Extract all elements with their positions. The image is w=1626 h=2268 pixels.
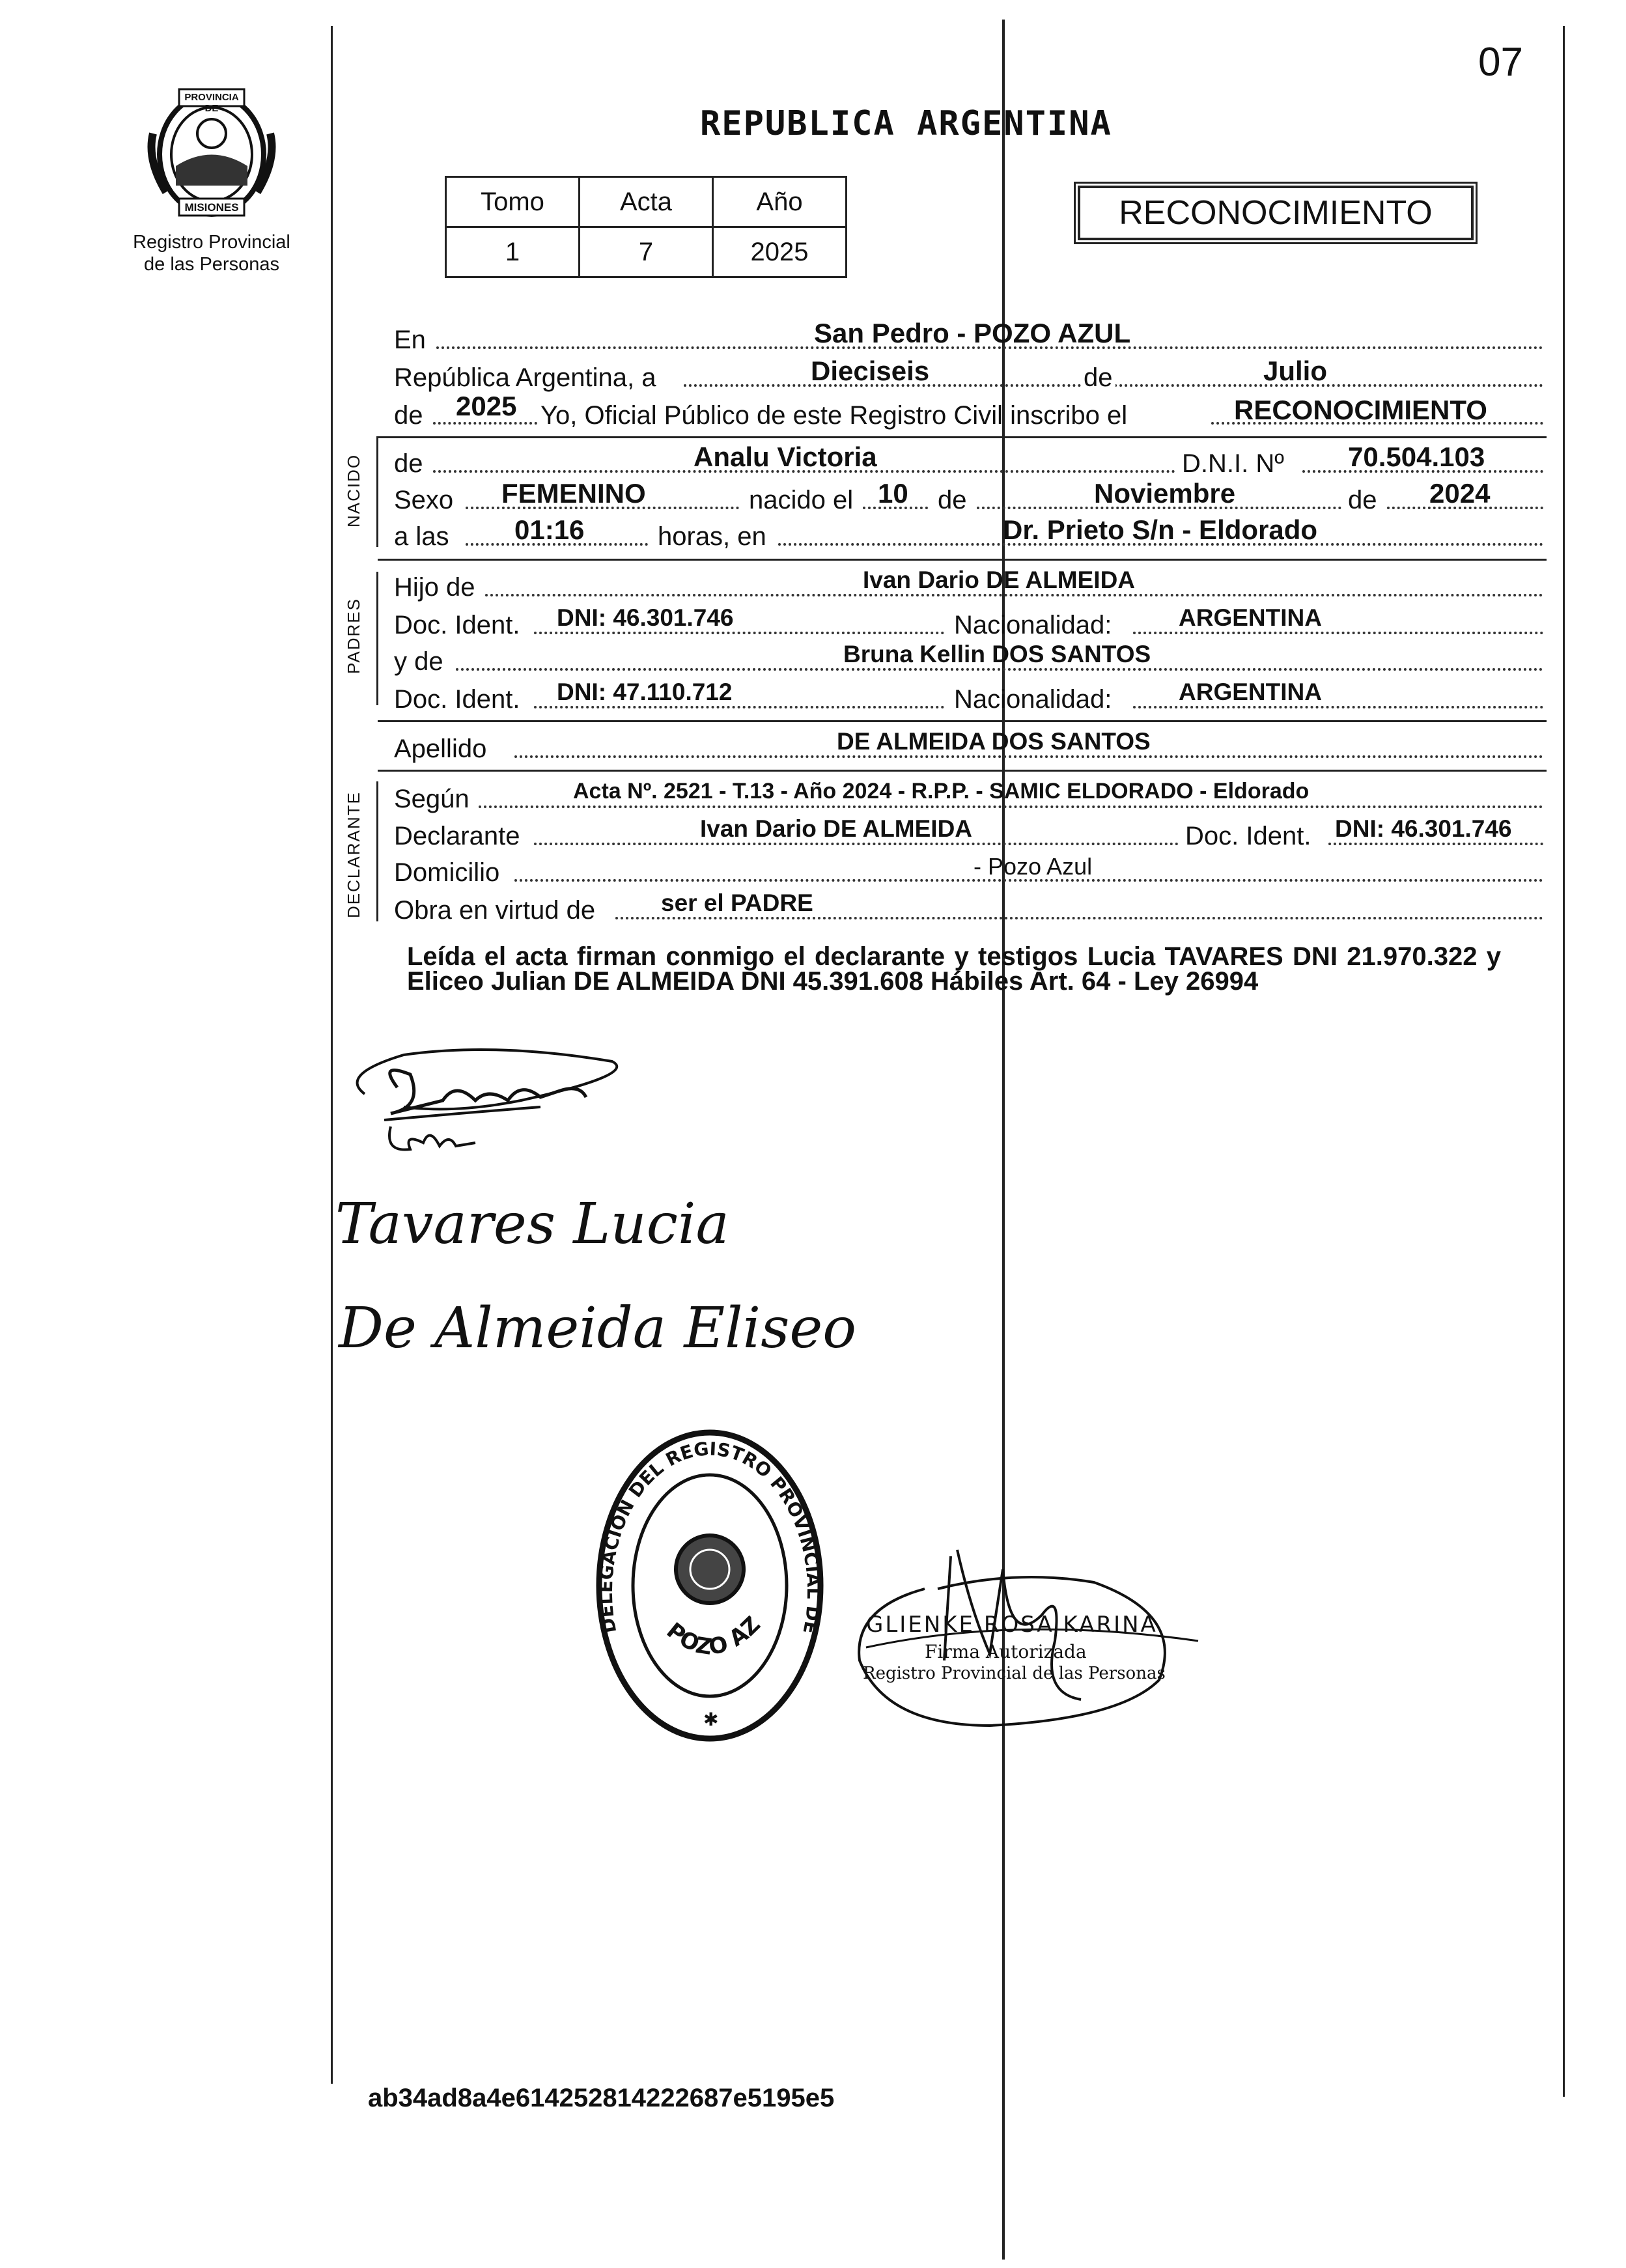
dots-mother (456, 668, 1543, 671)
ano-header: Año (713, 177, 847, 227)
acta-header: Acta (580, 177, 713, 227)
label-y-de: y de (394, 647, 443, 676)
divider-2 (378, 559, 1547, 561)
acta-value: 7 (580, 227, 713, 277)
label-a-las: a las (394, 522, 449, 551)
record-table-header-row (446, 177, 847, 227)
mother-doc-value: DNI: 47.110.712 (557, 679, 733, 705)
official-signature (847, 1530, 1211, 1748)
label-nationality-father: Nacionalidad: (954, 611, 1112, 639)
label-yo-oficial: Yo, Oficial Público de este Registro Civil inscribo el (540, 401, 1128, 430)
stamp-center-text: POZO AZ (661, 1611, 766, 1661)
birth-day-value: 10 (878, 478, 908, 509)
divider-1 (378, 436, 1547, 438)
label-doc-declarant: Doc. Ident. (1185, 822, 1311, 850)
closing-text: Leída el acta firman conmigo el declarante y testigos Lucia TAVARES DNI 21.970.322 y Eliceo Julian DE ALMEIDA DNI 45.391.608 Hábiles Art. 64 - Ley 26994 (407, 942, 1501, 996)
official-stamp-office: Registro Provincial de las Personas (863, 1664, 1166, 1683)
day-value: Dieciseis (811, 356, 930, 386)
witness1-signature: Tavares Lucia (335, 1192, 729, 1257)
seal-top-text: PROVINCIA DE (184, 92, 239, 114)
divider-3 (378, 720, 1547, 722)
svg-text:✱: ✱ (703, 1709, 719, 1730)
label-republica: República Argentina, a (394, 363, 656, 392)
label-de-birth-month: de (938, 486, 967, 514)
label-apellido: Apellido (394, 735, 487, 763)
dots-father (485, 594, 1543, 596)
label-hijo-de: Hijo de (394, 573, 475, 602)
record-table (445, 176, 847, 278)
label-doc-father: Doc. Ident. (394, 611, 520, 639)
label-de-birth-year: de (1348, 486, 1377, 514)
label-obra-en-virtud: Obra en virtud de (394, 896, 596, 925)
official-stamp-name: GLIENKE ROSA KARINA (866, 1612, 1158, 1638)
dots-surname (514, 755, 1543, 758)
label-declarante: Declarante (394, 822, 520, 850)
record-table-value-row (446, 227, 847, 277)
page-number: 07 (1478, 40, 1523, 85)
place-value: San Pedro - POZO AZUL (814, 318, 1131, 348)
delegacion-stamp-icon (593, 1426, 827, 1745)
father-nationality-value: ARGENTINA (1179, 604, 1322, 631)
declarant-signature (326, 1035, 651, 1162)
birth-time-value: 01:16 (514, 514, 585, 545)
section-nacido: NACIDO (344, 453, 363, 527)
nacido-bracket (376, 436, 378, 547)
delegacion-stamp (593, 1426, 827, 1745)
dots-virtue (615, 917, 1543, 919)
dots-segun (479, 805, 1543, 808)
year-value: 2025 (456, 391, 517, 421)
divider-4 (378, 770, 1547, 772)
label-en: En (394, 326, 426, 354)
label-nacido-el: nacido el (749, 486, 854, 514)
surname-value: DE ALMEIDA DOS SANTOS (837, 728, 1151, 755)
tomo-header: Tomo (446, 177, 580, 227)
declarant-doc-value: DNI: 46.301.746 (1335, 815, 1512, 842)
segun-value: Acta Nº. 2521 - T.13 - Año 2024 - R.P.P. - SAMIC ELDORADO - Eldorado (573, 779, 1310, 804)
label-segun: Según (394, 785, 470, 813)
center-fold-line (1002, 20, 1005, 2260)
dots-father-nat (1133, 632, 1543, 634)
dots-mother-nat (1133, 706, 1543, 708)
witness2-signature: De Almeida Eliseo (339, 1296, 856, 1361)
mother-name-value: Bruna Kellin DOS SANTOS (843, 641, 1151, 667)
section-padres: PADRES (344, 598, 363, 674)
declarant-value: Ivan Dario DE ALMEIDA (700, 815, 973, 842)
label-de-child: de (394, 449, 423, 478)
father-doc-value: DNI: 46.301.746 (557, 604, 734, 631)
label-nationality-mother: Nacionalidad: (954, 685, 1112, 714)
label-de-year: de (394, 401, 423, 430)
label-de-month: de (1081, 363, 1115, 393)
label-domicilio: Domicilio (394, 858, 500, 887)
dots-year (433, 422, 537, 425)
section-declarante: DECLARANTE (344, 791, 363, 918)
stamp-ring-text: DELEGACIÓN DEL REGISTRO PROVINCIAL DE (595, 1438, 825, 1636)
document-hash: ab34ad8a4e614252814222687e5195e5 (368, 2084, 835, 2112)
child-dni-value: 70.504.103 (1348, 441, 1485, 472)
birth-year-value: 2024 (1429, 478, 1491, 509)
logo-caption-line2: de las Personas (144, 254, 279, 275)
dots-mother-doc (534, 706, 944, 708)
country-title: REPUBLICA ARGENTINA (700, 104, 1112, 143)
label-dni: D.N.I. Nº (1182, 449, 1284, 478)
padres-bracket (376, 572, 378, 705)
official-stamp-role: Firma Autorizada (925, 1641, 1087, 1662)
ano-value: 2025 (713, 227, 847, 277)
label-sexo: Sexo (394, 486, 454, 514)
act-type-box: RECONOCIMIENTO (1078, 186, 1474, 240)
tomo-value: 1 (446, 227, 580, 277)
label-doc-mother: Doc. Ident. (394, 685, 520, 714)
act-value: RECONOCIMIENTO (1234, 395, 1487, 425)
birth-place-value: Dr. Prieto S/n - Eldorado (1003, 514, 1318, 545)
dots-father-doc (534, 632, 944, 634)
logo-caption-line1: Registro Provincial (133, 232, 290, 253)
father-name-value: Ivan Dario DE ALMEIDA (863, 567, 1136, 593)
birth-month-value: Noviembre (1094, 478, 1236, 509)
right-margin-line (1563, 26, 1565, 2097)
province-logo (140, 81, 283, 225)
declarante-bracket (376, 781, 378, 921)
month-value: Julio (1263, 356, 1328, 386)
dots-declarant (534, 843, 1179, 845)
seal-bottom-text: MISIONES (184, 201, 239, 214)
domicile-value: - Pozo Azul (974, 853, 1093, 880)
sex-value: FEMENINO (501, 478, 646, 509)
label-horas-en: horas, en (658, 522, 766, 551)
dots-declarant-doc (1328, 843, 1543, 845)
child-name-value: Analu Victoria (694, 441, 877, 472)
mother-nationality-value: ARGENTINA (1179, 679, 1322, 705)
virtue-value: ser el PADRE (661, 889, 813, 916)
